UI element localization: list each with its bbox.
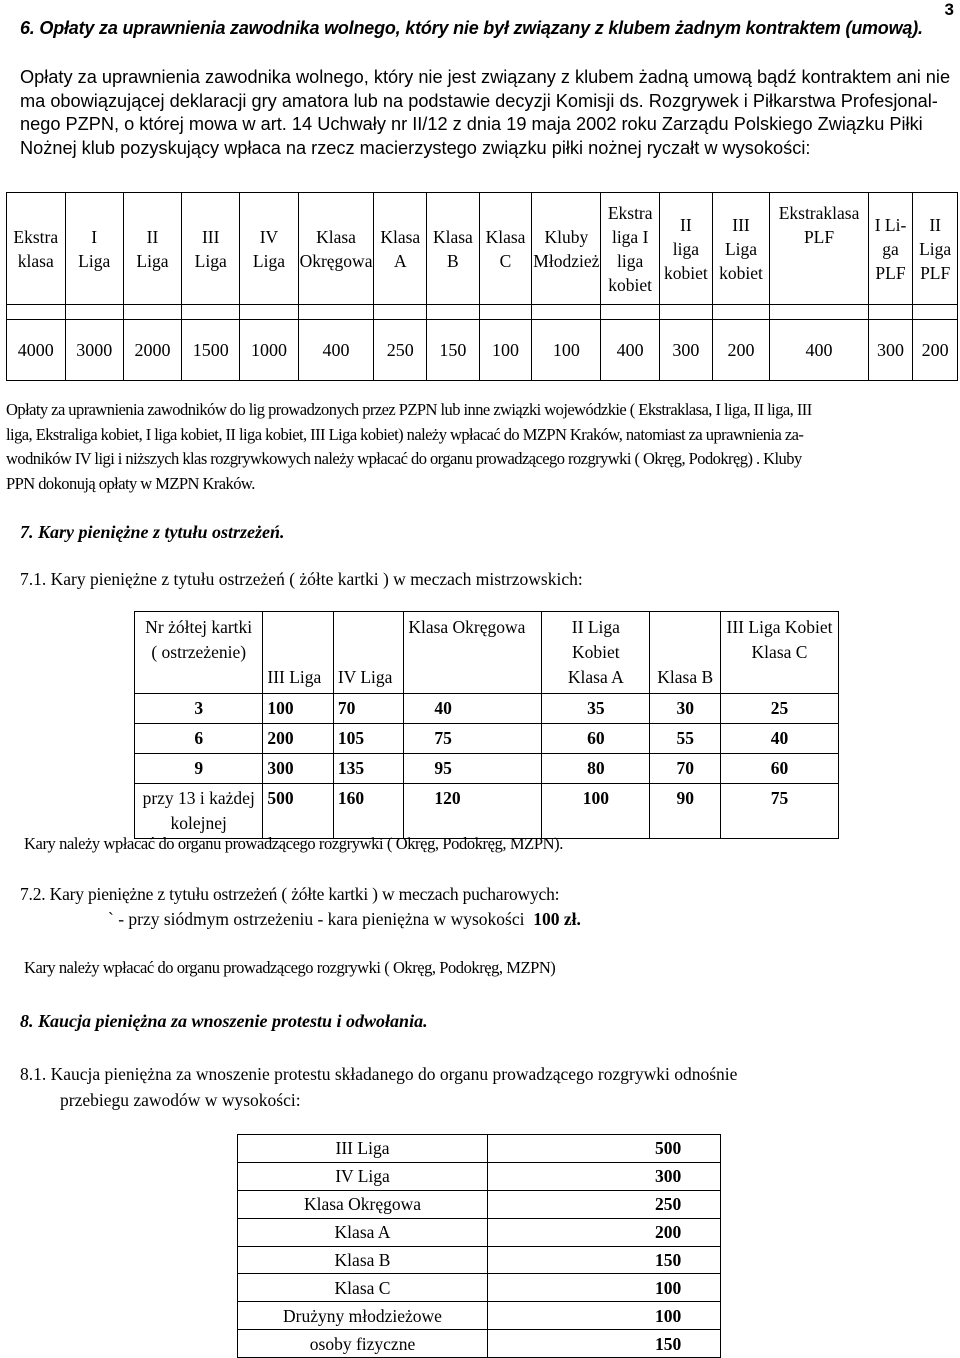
fee-table-header-cell: Ekstra klasa (7, 193, 66, 305)
deposit-category-cell: Klasa C (238, 1274, 488, 1302)
section-8-1-text: 8.1. Kaucja pieniężna za wnoszenie protestu składanego do organu prowadzącego rozgrywki odnośnie przebiegu zawodów w wysokości: (20, 1064, 738, 1110)
paragraph-line: ma obowiązującej deklaracji gry amatora lub na podstawie decyzji Komisji ds. Rozgrywek i Piłkarstwa Profesjonal- (20, 90, 938, 111)
fine-value-cell: 60 (542, 724, 650, 754)
fee-table-separator-cell (7, 305, 66, 320)
fine-value-cell: 500 (263, 784, 333, 839)
table-row (135, 784, 839, 839)
fee-table-header-cell: II Liga (123, 193, 181, 305)
fines-payment-note: Kary należy wpłacać do organu prowadzącego rozgrywki ( Okręg, Podokręg, MZPN). (24, 834, 563, 853)
fee-table-separator-cell (913, 305, 958, 320)
fine-value-cell: 25 (721, 694, 839, 724)
deposit-category-cell: osoby fizyczne (238, 1330, 488, 1358)
paragraph-line: PPN dokonują opłaty w MZPN Kraków. (6, 473, 255, 493)
fine-value-cell: 95 (404, 754, 542, 784)
deposit-category-cell: Klasa A (238, 1218, 488, 1246)
fee-table-value-cell: 250 (374, 320, 427, 381)
deposit-amount-cell: 250 (488, 1190, 721, 1218)
table-row (238, 1218, 721, 1246)
deposit-amount-cell: 500 (488, 1135, 721, 1163)
section-7-2-detail: ` - przy siódmym ostrzeżeniu - kara pieniężna w wysokości 100 zł. (108, 909, 581, 929)
header-klasa-b: Klasa B (650, 612, 721, 694)
fine-value-cell: 90 (650, 784, 721, 839)
paragraph-line: Opłaty za uprawnienia zawodników do lig prowadzonych przez PZPN lub inne związki wojewódzkie ( Ekstraklasa, I liga, II liga, III (6, 400, 812, 419)
deposit-category-cell: IV Liga (238, 1162, 488, 1190)
fee-table-header-cell: Ekstraklasa PLF (770, 193, 868, 305)
fee-table-value-cell: 200 (913, 320, 958, 381)
fine-value-cell: 35 (542, 694, 650, 724)
section-6-paragraph (20, 66, 951, 160)
card-count-cell: przy 13 i każdej kolejnej (135, 784, 263, 839)
fee-table-header-cell: Ekstra liga I liga kobiet (601, 193, 660, 305)
fee-table-separator-cell (182, 305, 240, 320)
fee-table-value-cell: 200 (712, 320, 770, 381)
table-row (238, 1274, 721, 1302)
fee-table-separator-cell (123, 305, 181, 320)
fee-table-values-row (7, 320, 958, 381)
table-row (135, 694, 839, 724)
header-ii-liga-kobiet-klasa-a: II Liga Kobiet Klasa A (542, 612, 650, 694)
header-iii-liga: III Liga (263, 612, 333, 694)
fee-table-header-cell: Klasa C (479, 193, 532, 305)
paragraph-line: Nożnej klub pozyskujący wpłaca na rzecz macierzystego związku piłki nożnej ryczałt w wysokości: (20, 137, 811, 158)
card-count-cell: 3 (135, 694, 263, 724)
deposit-category-cell: Drużyny młodzieżowe (238, 1302, 488, 1330)
fine-value-cell: 55 (650, 724, 721, 754)
fee-table-header-cell: II liga kobiet (659, 193, 712, 305)
fee-table-value-cell: 300 (868, 320, 913, 381)
deposit-category-cell: Klasa B (238, 1246, 488, 1274)
fee-table-value-cell: 150 (427, 320, 480, 381)
yellow-card-table-header (135, 612, 839, 694)
fee-table-separator-row (7, 305, 958, 320)
fine-value-cell: 75 (721, 784, 839, 839)
fee-table-header-cell: I Liga (65, 193, 123, 305)
fee-table-header-cell: I Li- ga PLF (868, 193, 913, 305)
fee-table-header-row (7, 193, 958, 305)
fee-table-value-cell: 400 (601, 320, 660, 381)
fine-value-cell: 40 (404, 694, 542, 724)
fee-table-separator-cell (298, 305, 374, 320)
fine-value-cell: 40 (721, 724, 839, 754)
card-count-cell: 6 (135, 724, 263, 754)
fine-value-cell: 200 (263, 724, 333, 754)
fee-table-separator-cell (712, 305, 770, 320)
fee-table-separator-cell (601, 305, 660, 320)
fee-table-header-cell: Kluby Młodzież (532, 193, 601, 305)
deposit-amount-cell: 200 (488, 1218, 721, 1246)
header-iii-liga-kobiet-klasa-c: III Liga Kobiet Klasa C (721, 612, 839, 694)
deposit-amount-cell: 100 (488, 1302, 721, 1330)
fee-table-separator-cell (659, 305, 712, 320)
deposit-category-cell: III Liga (238, 1135, 488, 1163)
fee-table-header-cell: Klasa A (374, 193, 427, 305)
card-count-cell: 9 (135, 754, 263, 784)
fee-table-value-cell: 400 (770, 320, 868, 381)
yellow-card-fines-table (134, 611, 839, 839)
table-row (135, 724, 839, 754)
cup-fines-payment-note: Kary należy wpłacać do organu prowadzącego rozgrywki ( Okręg, Podokręg, MZPN) (24, 958, 556, 977)
fee-table-value-cell: 1500 (182, 320, 240, 381)
paragraph-line: nego PZPN, o której mowa w art. 14 Uchwały nr II/12 z dnia 19 maja 2002 roku Zarządu Polskiego Związku Piłki (20, 114, 923, 134)
fine-value-cell: 160 (333, 784, 403, 839)
section-8-heading: 8. Kaucja pieniężna za wnoszenie protestu i odwołania. (20, 1011, 428, 1031)
table-row (238, 1190, 721, 1218)
fee-table-header-cell: Klasa Okręgowa (298, 193, 374, 305)
fine-value-cell: 80 (542, 754, 650, 784)
deposit-category-cell: Klasa Okręgowa (238, 1190, 488, 1218)
fine-amount: 100 zł. (533, 909, 581, 929)
fees-explanation-paragraph (6, 398, 956, 496)
fee-table-value-cell: 2000 (123, 320, 181, 381)
paragraph-line: Opłaty za uprawnienia zawodnika wolnego, który nie jest związany z klubem żadną umową bądź kontraktem ani nie (20, 67, 951, 87)
fee-table (6, 192, 958, 381)
section-6-heading: 6. Opłaty za uprawnienia zawodnika wolnego, który nie był związany z klubem żadnym kontraktem (umową). (20, 18, 923, 38)
table-row (238, 1135, 721, 1163)
fee-table-separator-cell (65, 305, 123, 320)
fine-value-cell: 105 (333, 724, 403, 754)
fine-value-cell: 300 (263, 754, 333, 784)
fee-table-separator-cell (532, 305, 601, 320)
protest-deposit-table (237, 1134, 721, 1358)
fee-table-value-cell: 4000 (7, 320, 66, 381)
fee-table-value-cell: 1000 (240, 320, 298, 381)
fee-table-value-cell: 300 (659, 320, 712, 381)
fee-table-header-cell: IV Liga (240, 193, 298, 305)
table-row (238, 1330, 721, 1358)
header-klasa-okregowa: Klasa Okręgowa (404, 612, 542, 694)
fee-table-value-cell: 400 (298, 320, 374, 381)
fee-table-value-cell: 3000 (65, 320, 123, 381)
table-row (238, 1162, 721, 1190)
fee-table-header-cell: III Liga kobiet (712, 193, 770, 305)
fine-value-cell: 100 (542, 784, 650, 839)
fee-table-separator-cell (240, 305, 298, 320)
fee-table-header-cell: II Liga PLF (913, 193, 958, 305)
section-7-heading: 7. Kary pieniężne z tytułu ostrzeżeń. (20, 522, 285, 542)
fee-table-value-cell: 100 (479, 320, 532, 381)
fee-table-separator-cell (770, 305, 868, 320)
header-iv-liga: IV Liga (333, 612, 403, 694)
table-row (135, 754, 839, 784)
fine-value-cell: 70 (333, 694, 403, 724)
deposit-amount-cell: 300 (488, 1162, 721, 1190)
fee-table-separator-cell (868, 305, 913, 320)
deposit-amount-cell: 150 (488, 1330, 721, 1358)
fine-value-cell: 135 (333, 754, 403, 784)
fee-table-header-cell: III Liga (182, 193, 240, 305)
fee-table-separator-cell (374, 305, 427, 320)
section-7-1-text: 7.1. Kary pieniężne z tytułu ostrzeżeń ( żółte kartki ) w meczach mistrzowskich: (20, 569, 583, 589)
fee-table-separator-cell (479, 305, 532, 320)
fine-value-cell: 30 (650, 694, 721, 724)
table-row (238, 1302, 721, 1330)
deposit-amount-cell: 150 (488, 1246, 721, 1274)
paragraph-line: liga, Ekstraliga kobiet, I liga kobiet, II liga kobiet, III Liga kobiet) należy wpłacać do MZPN Kraków, natomiast za uprawnienia za- (6, 424, 804, 444)
paragraph-line: wodników IV ligi i niższych klas rozgrywkowych należy wpłacać do organu prowadzącego rozgrywki ( Okręg, Podokręg) . Kluby (6, 449, 802, 468)
fine-value-cell: 70 (650, 754, 721, 784)
fee-table-separator-cell (427, 305, 480, 320)
header-card-number: Nr żółtej kartki ( ostrzeżenie) (135, 612, 263, 694)
section-7-2-text: 7.2. Kary pieniężne z tytułu ostrzeżeń ( żółte kartki ) w meczach pucharowych: (20, 884, 560, 904)
fine-value-cell: 60 (721, 754, 839, 784)
page-number: 3 (944, 0, 954, 19)
deposit-amount-cell: 100 (488, 1274, 721, 1302)
fee-table-header-cell: Klasa B (427, 193, 480, 305)
fine-value-cell: 120 (404, 784, 542, 839)
fine-value-cell: 100 (263, 694, 333, 724)
fee-table-value-cell: 100 (532, 320, 601, 381)
fine-value-cell: 75 (404, 724, 542, 754)
table-row (238, 1246, 721, 1274)
